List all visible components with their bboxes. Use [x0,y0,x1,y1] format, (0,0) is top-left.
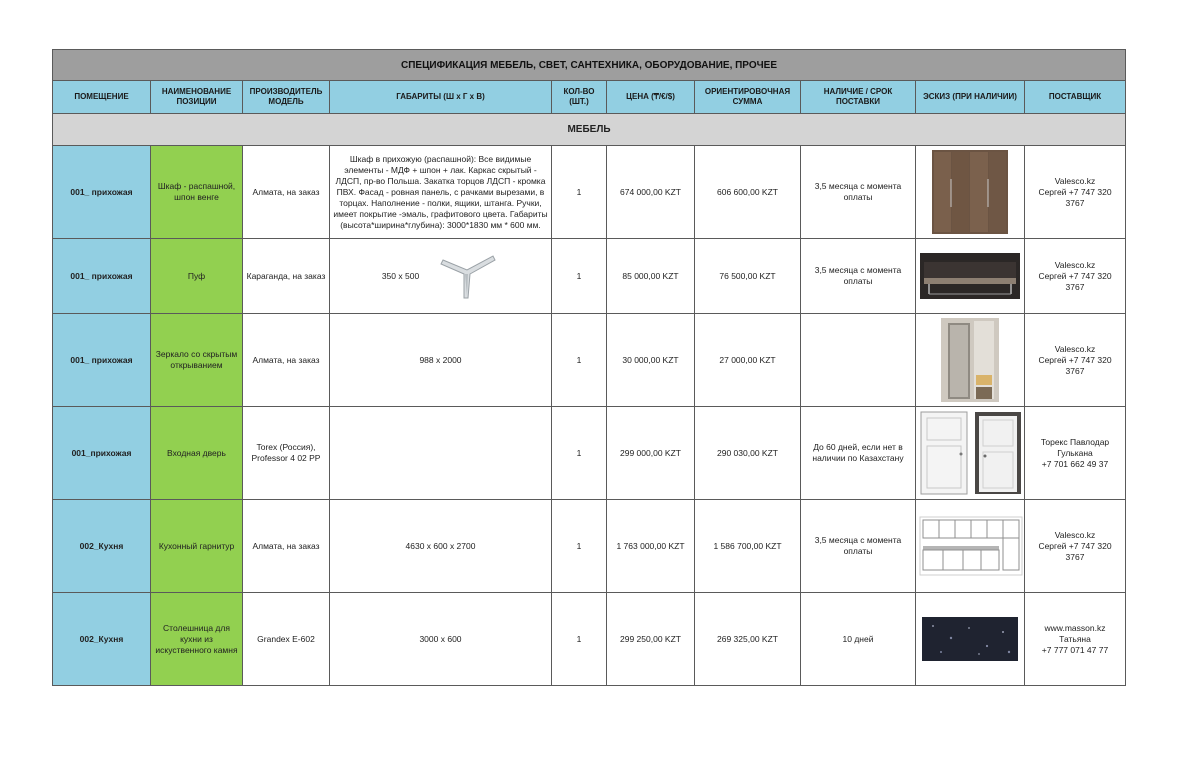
total-cell: 606 600,00 KZT [695,146,801,239]
wardrobe-image [931,149,1009,235]
maker-cell: Алмата, на заказ [243,146,330,239]
item-cell: Столешница для кухни из искуственного камня [151,593,243,686]
room-cell: 001_ прихожая [53,239,151,314]
supplier-cell [1025,146,1126,239]
price-cell: 1 763 000,00 KZT [607,500,695,593]
header-sketch: ЭСКИЗ (ПРИ НАЛИЧИИ) [916,81,1025,114]
delivery-cell: 10 дней [801,593,916,686]
dims-cell [330,239,552,314]
item-cell: Зеркало со скрытым открыванием [151,314,243,407]
dims-cell: 4630 х 600 х 2700 [330,500,552,593]
door-image [919,410,1023,496]
table-title: СПЕЦИФИКАЦИЯ МЕБЕЛЬ, СВЕТ, САНТЕХНИКА, ОБОРУДОВАНИЕ, ПРОЧЕЕ [53,50,1126,81]
total-cell: 1 586 700,00 KZT [695,500,801,593]
section-title: МЕБЕЛЬ [53,114,1126,146]
delivery-cell [801,314,916,407]
dims-cell [330,407,552,500]
qty-cell: 1 [552,500,607,593]
table-row [53,239,1126,314]
supplier-line: +7 701 662 49 37 [1041,458,1109,469]
supplier-cell [1025,407,1126,500]
total-cell: 290 030,00 KZT [695,407,801,500]
delivery-cell: 3,5 месяца с момента оплаты [801,146,916,239]
supplier-line: Сергей +7 747 320 3767 [1038,354,1112,376]
delivery-cell: 3,5 месяца с момента оплаты [801,239,916,314]
item-cell: Входная дверь [151,407,243,500]
dims-cell: 3000 х 600 [330,593,552,686]
delivery-cell: 3,5 месяца с момента оплаты [801,500,916,593]
mirror-image [940,317,1000,403]
sketch-cell [916,500,1025,593]
qty-cell: 1 [552,239,607,314]
supplier-line: Valesco.kz [1054,175,1096,186]
header-maker: ПРОИЗВОДИТЕЛЬ МОДЕЛЬ [243,81,330,114]
pouf-leg-image [437,248,499,304]
maker-cell: Grandex E-602 [243,593,330,686]
sketch-cell [916,407,1025,500]
maker-cell: Torex (Россия), Professor 4 02 PP [243,407,330,500]
price-cell: 85 000,00 KZT [607,239,695,314]
supplier-cell [1025,593,1126,686]
maker-cell: Алмата, на заказ [243,314,330,407]
specification-table [52,49,1126,686]
supplier-line: Valesco.kz [1054,343,1096,354]
countertop-image [921,616,1019,662]
kitchen-image [919,516,1023,576]
header-room: ПОМЕЩЕНИЕ [53,81,151,114]
supplier-line: +7 777 071 47 77 [1041,644,1109,655]
supplier-line: Гулькана [1057,447,1093,458]
table-row [53,407,1126,500]
supplier-line: Сергей +7 747 320 3767 [1038,186,1112,208]
sketch-cell [916,593,1025,686]
header-supplier: ПОСТАВЩИК [1025,81,1126,114]
dims-cell: Шкаф в прихожую (распашной): Все видимые элементы - МДФ + шпон + лак. Каркас скрытый - ЛДСП, пр-во Польша. Закатка торцов ЛДСП - кромка ПВХ. Фасад - ровная панель, с рачками вырезами, в торцах. Наполнение - полки, ящики, штанга. Ручки, имеет покрытие -эмаль, графитового цвета. Габариты (высота*ширина*глубина): 3000*1830 мм * 600 мм. [330,146,552,239]
sketch-cell [916,239,1025,314]
sketch-cell [916,314,1025,407]
price-cell: 674 000,00 KZT [607,146,695,239]
maker-cell: Караганда, на заказ [243,239,330,314]
room-cell: 001_прихожая [53,407,151,500]
header-delivery: НАЛИЧИЕ / СРОК ПОСТАВКИ [801,81,916,114]
price-cell: 299 250,00 KZT [607,593,695,686]
supplier-cell [1025,500,1126,593]
supplier-line: Valesco.kz [1054,529,1096,540]
supplier-line: Сергей +7 747 320 3767 [1038,270,1112,292]
table-row [53,500,1126,593]
supplier-line: Татьяна [1059,633,1091,644]
pouf-image [919,252,1021,300]
price-cell: 299 000,00 KZT [607,407,695,500]
item-cell: Шкаф - распашной, шпон венге [151,146,243,239]
supplier-line: www.masson.kz [1044,622,1106,633]
qty-cell: 1 [552,593,607,686]
qty-cell: 1 [552,407,607,500]
total-cell: 27 000,00 KZT [695,314,801,407]
room-cell: 002_Кухня [53,500,151,593]
delivery-cell: До 60 дней, если нет в наличии по Казахстану [801,407,916,500]
price-cell: 30 000,00 KZT [607,314,695,407]
supplier-line: Сергей +7 747 320 3767 [1038,540,1112,562]
table-row [53,593,1126,686]
item-cell: Кухонный гарнитур [151,500,243,593]
sketch-cell [916,146,1025,239]
total-cell: 269 325,00 KZT [695,593,801,686]
item-cell: Пуф [151,239,243,314]
dims-text: 350 х 500 [381,270,420,281]
header-item: НАИМЕНОВАНИЕ ПОЗИЦИИ [151,81,243,114]
qty-cell: 1 [552,314,607,407]
table-row [53,146,1126,239]
room-cell: 001_ прихожая [53,146,151,239]
room-cell: 001_ прихожая [53,314,151,407]
supplier-cell [1025,314,1126,407]
qty-cell: 1 [552,146,607,239]
header-qty: КОЛ-ВО (ШТ.) [552,81,607,114]
supplier-line: Valesco.kz [1054,259,1096,270]
total-cell: 76 500,00 KZT [695,239,801,314]
dims-cell: 988 х 2000 [330,314,552,407]
header-dims: ГАБАРИТЫ (Ш х Г х В) [330,81,552,114]
header-total: ОРИЕНТИРОВОЧНАЯ СУММА [695,81,801,114]
supplier-cell [1025,239,1126,314]
table-row [53,314,1126,407]
room-cell: 002_Кухня [53,593,151,686]
supplier-line: Торекс Павлодар [1040,436,1110,447]
maker-cell: Алмата, на заказ [243,500,330,593]
header-price: ЦЕНА (₸/€/$) [607,81,695,114]
